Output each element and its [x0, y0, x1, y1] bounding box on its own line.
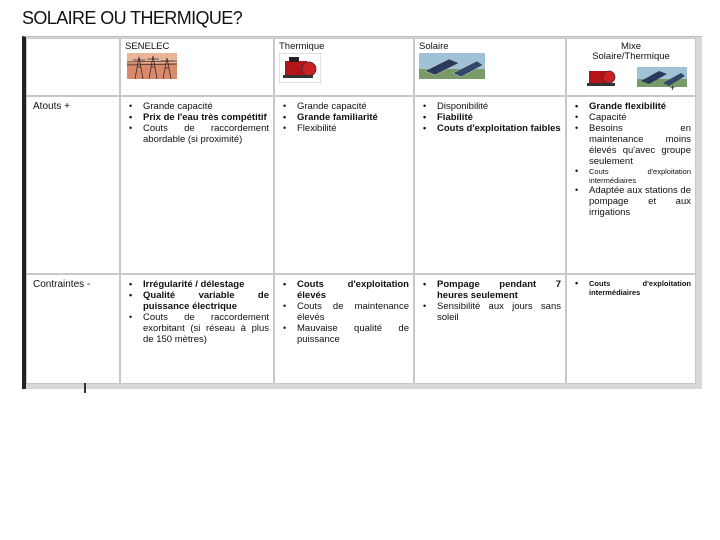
header-solaire	[414, 38, 566, 96]
divider-mark	[84, 383, 86, 393]
atouts-thermique-cell	[274, 96, 414, 274]
motor-pump-image	[279, 53, 321, 83]
comparison-table	[26, 38, 696, 384]
atouts-mixe-cell	[566, 96, 696, 274]
list-item: • Flexibilité	[297, 123, 409, 134]
header-empty-cell	[26, 38, 120, 96]
list-item: • Adaptée aux stations de pompage et aux irrigations	[589, 185, 691, 218]
row-label-atouts: Atouts +	[26, 96, 120, 274]
list-item: • Disponibilité	[437, 101, 561, 112]
list-item: • Qualité variable de puissance électrique	[143, 290, 269, 312]
atouts-senelec-cell	[120, 96, 274, 274]
header-solaire-thermique-label: Solaire/Thermique	[592, 51, 670, 62]
header-senelec	[120, 38, 274, 96]
list-item: • Grande capacité	[143, 101, 269, 112]
mixed-solar-image	[637, 67, 687, 87]
slide-title: SOLAIRE OU THERMIQUE?	[22, 8, 243, 28]
list-item: • Couts d'exploitation intermédiaires	[589, 167, 691, 185]
list-item: • Sensibilité aux jours sans soleil	[437, 301, 561, 323]
contraintes-senelec-cell	[120, 274, 274, 384]
list-item: • Prix de l'eau très compétitif	[143, 112, 269, 123]
solar-panel-image	[419, 53, 485, 79]
contraintes-thermique-cell	[274, 274, 414, 384]
power-pylon-image	[127, 53, 177, 79]
list-item: • Couts de raccordement abordable (si proximité)	[143, 123, 269, 145]
list-item: • Besoins en maintenance moins élevés qu'avec groupe seulement	[589, 123, 691, 167]
list-item: • Couts d'exploitation intermédiaires	[589, 279, 691, 297]
plus-mark: +	[669, 83, 675, 93]
list-item: • Fiabilité	[437, 112, 561, 123]
list-item: • Capacité	[589, 112, 691, 123]
list-item: • Couts d'exploitation élevés	[297, 279, 409, 301]
list-item: • Mauvaise qualité de puissance	[297, 323, 409, 345]
header-senelec-label: SENELEC	[125, 41, 170, 52]
list-item: • Irrégularité / délestage	[143, 279, 269, 290]
list-item: • Couts d'exploitation faibles	[437, 123, 561, 134]
row-label-contraintes: Contraintes -	[26, 274, 120, 384]
atouts-solaire-cell	[414, 96, 566, 274]
list-item: • Couts de maintenance élevés	[297, 301, 409, 323]
header-mixe-label: Mixe	[620, 41, 642, 52]
list-item: • Grande familiarité	[297, 112, 409, 123]
list-item: • Grande flexibilité	[589, 101, 691, 112]
header-solaire-label: Solaire	[419, 41, 449, 52]
list-item: • Pompage pendant 7 heures seulement	[437, 279, 561, 301]
header-thermique	[274, 38, 414, 96]
header-thermique-label: Thermique	[279, 41, 325, 52]
mixed-pump-image	[585, 65, 619, 89]
contraintes-solaire-cell	[414, 274, 566, 384]
list-item: • Grande capacité	[297, 101, 409, 112]
contraintes-mixe-cell	[566, 274, 696, 384]
list-item: • Couts de raccordement exorbitant (si réseau à plus de 150 mètres)	[143, 312, 269, 345]
header-mixe	[566, 38, 696, 96]
